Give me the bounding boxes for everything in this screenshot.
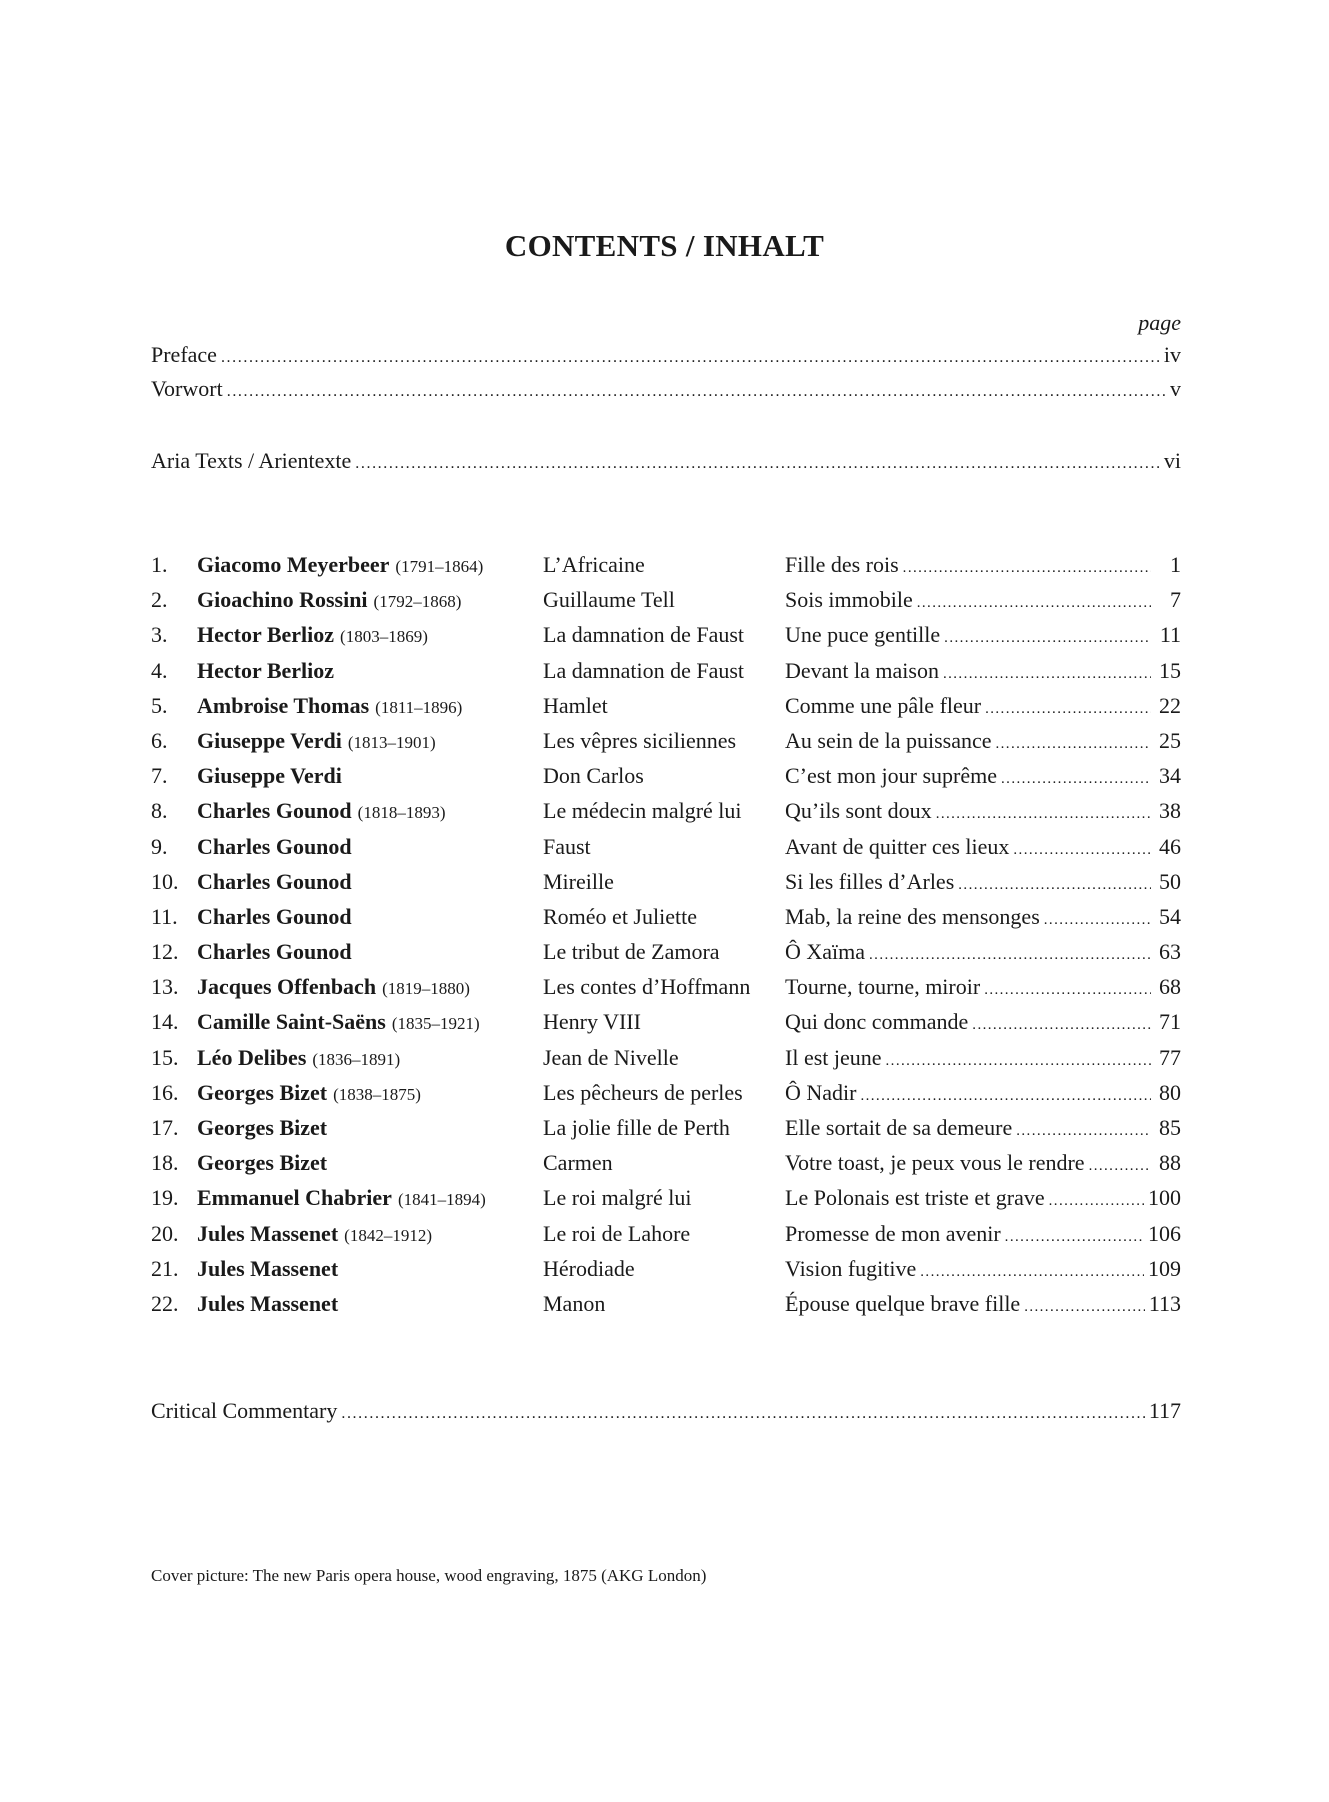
entry-opera: Le tribut de Zamora bbox=[543, 939, 720, 965]
toc-entry[interactable] bbox=[151, 933, 1181, 968]
dot-leader bbox=[221, 349, 1160, 367]
page-title: CONTENTS / INHALT bbox=[504, 228, 825, 263]
toc-line-vorwort[interactable] bbox=[151, 376, 1181, 408]
entry-aria: Promesse de mon avenir bbox=[785, 1220, 1001, 1246]
entry-opera: Les pêcheurs de perles bbox=[543, 1079, 743, 1105]
entry-opera: Manon bbox=[543, 1290, 606, 1316]
entry-composer bbox=[197, 622, 428, 648]
entry-page-number: 34 bbox=[1159, 763, 1181, 789]
entry-number: 4. bbox=[151, 657, 168, 683]
composer-name: Jules Massenet bbox=[197, 1255, 339, 1281]
entry-composer bbox=[197, 1080, 421, 1106]
composer-name: Jacques Offenbach bbox=[197, 974, 377, 1000]
entry-opera: Le roi de Lahore bbox=[543, 1220, 691, 1246]
dot-leader bbox=[869, 947, 1151, 964]
composer-name: Giacomo Meyerbeer bbox=[197, 552, 390, 577]
entry-composer bbox=[197, 1221, 432, 1247]
entry-aria-line bbox=[785, 904, 1181, 930]
toc-page-number: v bbox=[1170, 376, 1181, 401]
composer-name: Jules Massenet bbox=[197, 1290, 339, 1316]
dot-leader bbox=[1016, 1123, 1151, 1140]
entry-aria: Devant la maison bbox=[785, 657, 939, 683]
toc-entry[interactable] bbox=[151, 1250, 1181, 1285]
toc-entry[interactable] bbox=[151, 1109, 1181, 1144]
entry-number: 12. bbox=[151, 939, 179, 965]
toc-line-preface[interactable] bbox=[151, 342, 1181, 374]
composer-name: Hector Berlioz bbox=[197, 622, 335, 648]
entry-aria-line bbox=[785, 552, 1181, 578]
entry-opera: Le médecin malgré lui bbox=[543, 798, 742, 824]
entry-number: 13. bbox=[151, 974, 179, 1000]
entry-number: 2. bbox=[151, 587, 168, 613]
entry-aria: Épouse quelque brave fille bbox=[785, 1290, 1021, 1316]
entry-number: 6. bbox=[151, 727, 168, 753]
composer-dates: (1792–1868) bbox=[373, 592, 462, 612]
entry-aria-line bbox=[785, 974, 1181, 1000]
composer-name: Jules Massenet bbox=[197, 1220, 339, 1246]
entry-aria: Qui donc commande bbox=[785, 1009, 969, 1035]
entry-number: 14. bbox=[151, 1009, 179, 1035]
entry-aria: Votre toast, je peux vous le rendre bbox=[785, 1150, 1085, 1176]
entry-aria-line bbox=[785, 869, 1181, 895]
entry-opera: La damnation de Faust bbox=[543, 622, 745, 648]
toc-entry[interactable] bbox=[151, 652, 1181, 687]
entry-composer bbox=[197, 869, 358, 895]
entry-page-number: 100 bbox=[1148, 1185, 1181, 1211]
entry-number: 16. bbox=[151, 1079, 179, 1105]
entry-composer bbox=[197, 658, 340, 684]
composer-name: Ambroise Thomas bbox=[197, 692, 370, 718]
dot-leader bbox=[943, 666, 1151, 683]
entry-page-number: 85 bbox=[1159, 1115, 1181, 1140]
dot-leader bbox=[958, 877, 1151, 894]
composer-name: Giuseppe Verdi bbox=[197, 727, 342, 753]
dot-leader bbox=[1005, 1229, 1144, 1246]
dot-leader bbox=[1013, 842, 1151, 859]
entry-composer bbox=[197, 939, 358, 965]
entry-composer bbox=[197, 587, 461, 613]
dot-leader bbox=[936, 806, 1151, 823]
entry-aria: Si les filles d’Arles bbox=[785, 868, 955, 894]
entry-page-number: 113 bbox=[1148, 1290, 1181, 1316]
entry-composer bbox=[197, 1009, 480, 1035]
composer-dates: (1818–1893) bbox=[357, 803, 446, 823]
composer-name: Giuseppe Verdi bbox=[197, 763, 342, 789]
toc-entry[interactable] bbox=[151, 687, 1181, 722]
toc-entry[interactable] bbox=[151, 581, 1181, 616]
dot-leader bbox=[1089, 1158, 1151, 1175]
entry-aria-line bbox=[785, 1115, 1181, 1141]
composer-name: Camille Saint-Saëns bbox=[197, 1009, 386, 1035]
entry-composer bbox=[197, 798, 445, 824]
entry-number: 1. bbox=[151, 552, 168, 577]
toc-page-number: iv bbox=[1163, 342, 1181, 367]
entry-composer bbox=[197, 904, 358, 930]
composer-dates: (1813–1901) bbox=[347, 732, 436, 752]
toc-entry[interactable] bbox=[151, 1003, 1181, 1038]
entry-aria-line bbox=[785, 1221, 1181, 1247]
entry-composer bbox=[197, 974, 470, 1000]
entry-aria: Comme une pâle fleur bbox=[785, 692, 982, 718]
page-column-label: page bbox=[1138, 310, 1181, 335]
dot-leader bbox=[227, 383, 1166, 401]
entry-opera: La damnation de Faust bbox=[543, 657, 745, 683]
composer-name: Charles Gounod bbox=[197, 833, 352, 859]
entry-page-number: 80 bbox=[1159, 1079, 1181, 1105]
entry-number: 17. bbox=[151, 1115, 179, 1140]
entry-composer bbox=[197, 1185, 486, 1211]
composer-name: Gioachino Rossini bbox=[197, 587, 368, 613]
entry-number: 18. bbox=[151, 1150, 179, 1176]
entry-composer bbox=[197, 763, 348, 789]
entry-number: 20. bbox=[151, 1220, 179, 1246]
entry-aria-line bbox=[785, 1150, 1181, 1176]
entry-opera: L’Africaine bbox=[543, 552, 645, 577]
composer-dates: (1835–1921) bbox=[391, 1014, 480, 1034]
entry-aria: Vision fugitive bbox=[785, 1255, 917, 1281]
toc-line-critical-commentary[interactable] bbox=[151, 1398, 1181, 1430]
entry-page-number: 63 bbox=[1159, 939, 1181, 965]
entry-aria: Ô Xaïma bbox=[785, 939, 866, 965]
entry-aria: Qu’ils sont doux bbox=[785, 798, 932, 824]
toc-entry[interactable] bbox=[151, 1144, 1181, 1179]
dot-leader bbox=[972, 1017, 1151, 1034]
composer-dates: (1819–1880) bbox=[382, 979, 470, 999]
toc-entry[interactable] bbox=[151, 792, 1181, 827]
entry-opera: Henry VIII bbox=[543, 1009, 641, 1035]
entry-aria: Une puce gentille bbox=[785, 622, 941, 648]
toc-entry[interactable] bbox=[151, 1179, 1181, 1214]
entry-aria-line bbox=[785, 1291, 1181, 1317]
toc-entry[interactable] bbox=[151, 828, 1181, 863]
entry-page-number: 22 bbox=[1159, 692, 1181, 718]
dot-leader bbox=[860, 1088, 1151, 1105]
composer-name: Georges Bizet bbox=[197, 1079, 328, 1105]
toc-entry[interactable] bbox=[151, 757, 1181, 792]
entry-aria-line bbox=[785, 1256, 1181, 1282]
dot-leader bbox=[917, 595, 1151, 612]
composer-dates: (1791–1864) bbox=[395, 557, 484, 576]
entry-page-number: 25 bbox=[1159, 727, 1181, 753]
composer-name: Charles Gounod bbox=[197, 939, 352, 965]
entry-page-number: 77 bbox=[1159, 1044, 1181, 1070]
entry-composer bbox=[197, 1291, 344, 1317]
cover-picture-note: Cover picture: The new Paris opera house, wood engraving, 1875 (AKG London) bbox=[151, 1566, 707, 1585]
toc-entry[interactable] bbox=[151, 898, 1181, 933]
entry-page-number: 1 bbox=[1170, 552, 1181, 577]
entry-page-number: 50 bbox=[1159, 868, 1181, 894]
dot-leader bbox=[341, 1405, 1144, 1423]
dot-leader bbox=[1049, 1193, 1144, 1210]
entry-page-number: 54 bbox=[1159, 903, 1181, 929]
entry-aria-line bbox=[785, 939, 1181, 965]
entry-number: 11. bbox=[151, 903, 178, 929]
dot-leader bbox=[355, 455, 1160, 473]
entry-aria-line bbox=[785, 798, 1181, 824]
dot-leader bbox=[920, 1264, 1144, 1281]
entry-aria-line bbox=[785, 763, 1181, 789]
toc-line-aria-texts[interactable] bbox=[151, 448, 1181, 480]
entry-opera: Jean de Nivelle bbox=[543, 1044, 679, 1070]
toc-entry[interactable] bbox=[151, 968, 1181, 1003]
dot-leader bbox=[1001, 771, 1151, 788]
entry-aria: Le Polonais est triste et grave bbox=[785, 1185, 1045, 1211]
entry-number: 19. bbox=[151, 1185, 179, 1211]
entry-opera: La jolie fille de Perth bbox=[543, 1115, 730, 1140]
toc-page-number: vi bbox=[1163, 448, 1181, 473]
toc-label: Preface bbox=[151, 342, 217, 367]
entry-composer bbox=[197, 834, 358, 860]
entry-opera: Roméo et Juliette bbox=[543, 903, 697, 929]
composer-name: Emmanuel Chabrier bbox=[197, 1185, 392, 1211]
dot-leader bbox=[944, 630, 1151, 647]
toc-entry[interactable] bbox=[151, 722, 1181, 757]
entry-composer bbox=[197, 693, 462, 719]
entry-aria-line bbox=[785, 728, 1181, 754]
entry-composer bbox=[197, 552, 483, 578]
entry-page-number: 88 bbox=[1159, 1150, 1181, 1176]
entry-aria-line bbox=[785, 1009, 1181, 1035]
entry-number: 22. bbox=[151, 1290, 179, 1316]
composer-name: Hector Berlioz bbox=[197, 657, 335, 683]
entry-number: 8. bbox=[151, 798, 168, 824]
entry-number: 10. bbox=[151, 868, 179, 894]
entry-aria: C’est mon jour suprême bbox=[785, 763, 998, 789]
entry-aria-line bbox=[785, 658, 1181, 684]
entry-aria: Ô Nadir bbox=[785, 1079, 857, 1105]
entry-page-number: 15 bbox=[1159, 657, 1181, 683]
toc-entry[interactable] bbox=[151, 1215, 1181, 1250]
toc-entry[interactable] bbox=[151, 1074, 1181, 1109]
dot-leader bbox=[886, 1053, 1151, 1070]
composer-name: Charles Gounod bbox=[197, 903, 352, 929]
entry-page-number: 7 bbox=[1170, 587, 1181, 613]
composer-dates: (1842–1912) bbox=[344, 1225, 432, 1245]
entry-number: 15. bbox=[151, 1044, 179, 1070]
entry-opera: Guillaume Tell bbox=[543, 587, 675, 613]
toc-entry[interactable] bbox=[151, 863, 1181, 898]
toc-label: Critical Commentary bbox=[151, 1398, 338, 1423]
entry-page-number: 106 bbox=[1148, 1220, 1181, 1246]
composer-name: Georges Bizet bbox=[197, 1150, 328, 1176]
entry-opera: Mireille bbox=[543, 868, 614, 894]
entry-aria-line bbox=[785, 1045, 1181, 1071]
dot-leader bbox=[1024, 1299, 1145, 1316]
entry-composer bbox=[197, 1115, 333, 1141]
entry-opera: Les contes d’Hoffmann bbox=[543, 974, 751, 1000]
entry-opera: Le roi malgré lui bbox=[543, 1185, 692, 1211]
entry-aria-line bbox=[785, 622, 1181, 648]
entry-aria-line bbox=[785, 587, 1181, 613]
entry-opera: Les vêpres siciliennes bbox=[543, 727, 737, 753]
entry-page-number: 71 bbox=[1159, 1009, 1181, 1035]
entry-opera: Hérodiade bbox=[543, 1255, 635, 1281]
entry-composer bbox=[197, 728, 436, 754]
composer-dates: (1803–1869) bbox=[340, 627, 428, 647]
toc-entry[interactable] bbox=[151, 1285, 1181, 1320]
composer-dates: (1836–1891) bbox=[312, 1049, 401, 1069]
composer-dates: (1841–1894) bbox=[397, 1190, 486, 1210]
entry-aria-line bbox=[785, 1080, 1181, 1106]
entry-aria-line bbox=[785, 834, 1181, 860]
toc-entry[interactable] bbox=[151, 546, 1181, 581]
aria-entry-list bbox=[151, 546, 1181, 1320]
entry-aria: Mab, la reine des mensonges bbox=[785, 903, 1040, 929]
entry-aria: Sois immobile bbox=[785, 587, 913, 613]
entry-page-number: 38 bbox=[1159, 798, 1181, 824]
entry-opera: Faust bbox=[543, 833, 591, 859]
toc-label: Aria Texts / Arientexte bbox=[151, 448, 352, 473]
entry-number: 5. bbox=[151, 692, 168, 718]
entry-aria-line bbox=[785, 693, 1181, 719]
toc-entry[interactable] bbox=[151, 1039, 1181, 1074]
entry-opera: Don Carlos bbox=[543, 763, 644, 789]
dot-leader bbox=[985, 701, 1151, 718]
entry-number: 3. bbox=[151, 622, 168, 648]
entry-aria: Tourne, tourne, miroir bbox=[785, 974, 981, 1000]
dot-leader bbox=[1044, 912, 1151, 929]
dot-leader bbox=[984, 982, 1151, 999]
composer-name: Charles Gounod bbox=[197, 868, 352, 894]
entry-opera: Hamlet bbox=[543, 692, 608, 718]
entry-number: 9. bbox=[151, 833, 168, 859]
entry-aria-line bbox=[785, 1185, 1181, 1211]
entry-aria: Avant de quitter ces lieux bbox=[785, 833, 1010, 859]
composer-dates: (1811–1896) bbox=[375, 697, 463, 717]
entry-aria: Il est jeune bbox=[785, 1044, 882, 1070]
entry-composer bbox=[197, 1150, 333, 1176]
entry-page-number: 46 bbox=[1159, 833, 1181, 859]
dot-leader bbox=[903, 560, 1151, 577]
entry-composer bbox=[197, 1256, 344, 1282]
entry-page-number: 109 bbox=[1148, 1255, 1181, 1281]
composer-name: Charles Gounod bbox=[197, 798, 352, 824]
entry-opera: Carmen bbox=[543, 1150, 613, 1176]
entry-page-number: 68 bbox=[1159, 974, 1181, 1000]
toc-page-number: 117 bbox=[1148, 1398, 1181, 1423]
dot-leader bbox=[996, 736, 1152, 753]
entry-number: 21. bbox=[151, 1255, 179, 1281]
entry-page-number: 11 bbox=[1159, 622, 1181, 648]
composer-name: Georges Bizet bbox=[197, 1115, 328, 1140]
entry-aria: Fille des rois bbox=[785, 552, 899, 577]
entry-aria: Elle sortait de sa demeure bbox=[785, 1115, 1013, 1140]
entry-aria: Au sein de la puissance bbox=[785, 727, 992, 753]
entry-composer bbox=[197, 1045, 400, 1071]
composer-name: Léo Delibes bbox=[197, 1044, 307, 1070]
toc-entry[interactable] bbox=[151, 616, 1181, 651]
entry-number: 7. bbox=[151, 763, 168, 789]
toc-label: Vorwort bbox=[151, 376, 223, 401]
composer-dates: (1838–1875) bbox=[333, 1084, 421, 1104]
